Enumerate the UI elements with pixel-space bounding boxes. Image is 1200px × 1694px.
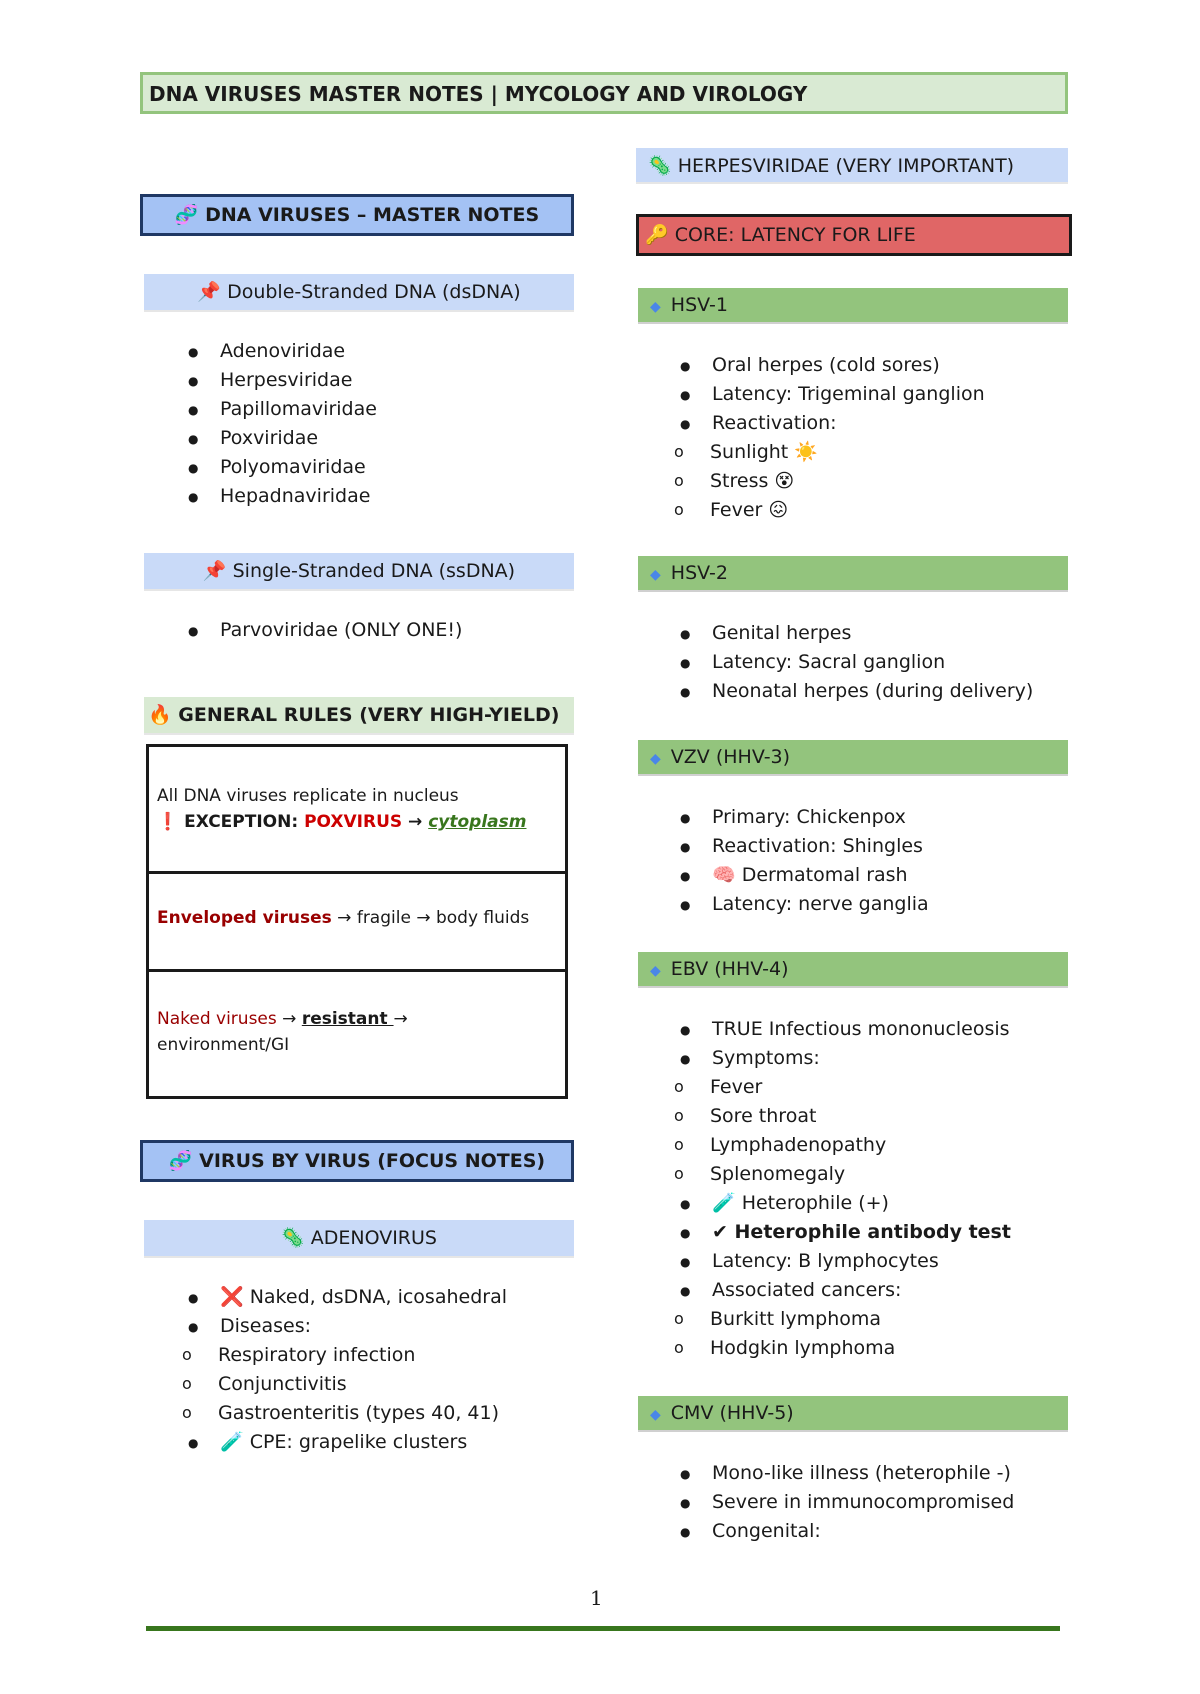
list-item: ● Poxviridae — [144, 424, 574, 453]
hsv2-label: HSV-2 — [670, 562, 728, 584]
vzv-label: VZV (HHV-3) — [670, 746, 791, 768]
hsv1-list — [636, 351, 1072, 525]
naked-line — [157, 1006, 557, 1032]
list-item: ● Latency: Trigeminal ganglion — [636, 380, 1072, 409]
vzv-list — [636, 803, 1072, 919]
adenovirus-header: 🦠 ADENOVIRUS — [144, 1220, 574, 1258]
list-item — [636, 1044, 1072, 1189]
ebv-list — [636, 1015, 1072, 1363]
sublist-item: o Sunlight ☀️ — [636, 438, 1072, 467]
poxvirus-label: POXVIRUS — [304, 812, 403, 832]
sublist-item: o Fever — [636, 1073, 1072, 1102]
diamond-icon: ◆ — [650, 751, 661, 767]
cmv-label: CMV (HHV-5) — [670, 1402, 794, 1424]
arrow-text: → — [393, 1009, 408, 1029]
rule-text: All DNA viruses replicate in nucleus — [157, 786, 459, 806]
list-item: ● ✔ Heterophile antibody test — [636, 1218, 1072, 1247]
ebv-label: EBV (HHV-4) — [670, 958, 789, 980]
list-item: ● Hepadnaviridae — [144, 482, 574, 511]
list-item: ● Papillomaviridae — [144, 395, 574, 424]
sublist-item: o Splenomegaly — [636, 1160, 1072, 1189]
hsv1-header — [638, 288, 1068, 324]
diamond-icon: ◆ — [650, 299, 661, 315]
rule-row-enveloped — [149, 874, 565, 972]
sublist-item: o Lymphadenopathy — [636, 1131, 1072, 1160]
focus-notes-header: 🧬 VIRUS BY VIRUS (FOCUS NOTES) — [140, 1140, 574, 1182]
ebv-header — [638, 952, 1068, 988]
sublist-item: o Gastroenteritis (types 40, 41) — [144, 1399, 574, 1428]
enveloped-label: Enveloped viruses — [157, 908, 332, 928]
list-item — [636, 409, 1072, 525]
cancers-label: Associated cancers: — [712, 1279, 902, 1301]
sublist-item: o Hodgkin lymphoma — [636, 1334, 1072, 1363]
list-item: ● Genital herpes — [636, 619, 1072, 648]
list-item: ● Mono-like illness (heterophile -) — [636, 1459, 1072, 1488]
sublist-item: o Fever 😖 — [636, 496, 1072, 525]
footer-divider — [146, 1626, 1060, 1631]
diseases-sublist — [144, 1341, 574, 1428]
sublist-item: o Sore throat — [636, 1102, 1072, 1131]
list-item: ● Parvoviridae (ONLY ONE!) — [144, 616, 574, 645]
diamond-icon: ◆ — [650, 567, 661, 583]
list-item: ● TRUE Infectious mononucleosis — [636, 1015, 1072, 1044]
page-number: 1 — [590, 1586, 603, 1610]
hsv2-header — [638, 556, 1068, 592]
sublist-item: o Respiratory infection — [144, 1341, 574, 1370]
exclamation-icon: ❗ — [157, 812, 179, 832]
list-item: ● Latency: B lymphocytes — [636, 1247, 1072, 1276]
ssdna-header: 📌 Single-Stranded DNA (ssDNA) — [144, 553, 574, 591]
list-item: ● Primary: Chickenpox — [636, 803, 1072, 832]
exception-label: EXCEPTION — [184, 812, 292, 832]
hsv1-label: HSV-1 — [670, 294, 728, 316]
list-item: ● 🧠 Dermatomal rash — [636, 861, 1072, 890]
list-item: ● Polyomaviridae — [144, 453, 574, 482]
hsv2-list — [636, 619, 1072, 706]
rule-row-naked — [149, 972, 565, 1096]
ssdna-list — [144, 616, 574, 645]
list-item: ● 🧪 Heterophile (+) — [636, 1189, 1072, 1218]
diamond-icon: ◆ — [650, 963, 661, 979]
list-item: ● Adenoviridae — [144, 337, 574, 366]
reactivation-sublist — [636, 438, 1072, 525]
list-item: ● Reactivation: Shingles — [636, 832, 1072, 861]
naked-label: Naked viruses — [157, 1009, 277, 1029]
sublist-item: o Burkitt lymphoma — [636, 1305, 1072, 1334]
cmv-list — [636, 1459, 1072, 1546]
list-item: ● Neonatal herpes (during delivery) — [636, 677, 1072, 706]
reactivation-label: Reactivation: — [712, 412, 837, 434]
symptoms-label: Symptoms: — [712, 1047, 820, 1069]
list-item — [636, 1276, 1072, 1363]
arrow-text: → — [402, 812, 429, 832]
master-notes-header: 🧬 DNA VIRUSES – MASTER NOTES — [140, 194, 574, 236]
list-item: ● Oral herpes (cold sores) — [636, 351, 1072, 380]
sublist-item: o Stress 😵 — [636, 467, 1072, 496]
arrow-text: → — [276, 1009, 302, 1029]
list-item: ● Latency: nerve ganglia — [636, 890, 1072, 919]
adenovirus-list — [144, 1283, 574, 1457]
vzv-header — [638, 740, 1068, 776]
list-item: ● Congenital: — [636, 1517, 1072, 1546]
rule-text: environment/GI — [157, 1035, 290, 1055]
sublist-item: o Conjunctivitis — [144, 1370, 574, 1399]
list-item: ● Latency: Sacral ganglion — [636, 648, 1072, 677]
diamond-icon: ◆ — [650, 1407, 661, 1423]
dsdna-list — [144, 337, 574, 511]
list-item: ● Herpesviridae — [144, 366, 574, 395]
rule-row-replication — [149, 747, 565, 874]
list-item — [144, 1312, 574, 1428]
general-rules-table — [146, 744, 568, 1099]
list-item: ● Severe in immunocompromised — [636, 1488, 1072, 1517]
list-item: ● 🧪 CPE: grapelike clusters — [144, 1428, 574, 1457]
colon-text: : — [291, 812, 305, 832]
symptoms-sublist — [636, 1073, 1072, 1189]
general-rules-header: 🔥 GENERAL RULES (VERY HIGH-YIELD) — [144, 697, 574, 735]
list-item: ● ❌ Naked, dsDNA, icosahedral — [144, 1283, 574, 1312]
page-title: DNA VIRUSES MASTER NOTES | MYCOLOGY AND VIROLOGY — [140, 72, 1068, 114]
herpesviridae-header: 🦠 HERPESVIRIDAE (VERY IMPORTANT) — [636, 148, 1068, 184]
rule-text: → fragile → body fluids — [331, 908, 530, 928]
rule-exception — [157, 809, 557, 835]
dsdna-header: 📌 Double-Stranded DNA (dsDNA) — [144, 274, 574, 312]
diseases-label: Diseases: — [220, 1315, 312, 1337]
cmv-header — [638, 1396, 1068, 1432]
core-latency-header: 🔑 CORE: LATENCY FOR LIFE — [636, 214, 1072, 256]
resistant-label: resistant — [301, 1009, 394, 1029]
cancers-sublist — [636, 1305, 1072, 1363]
cytoplasm-label: cytoplasm — [428, 812, 527, 832]
